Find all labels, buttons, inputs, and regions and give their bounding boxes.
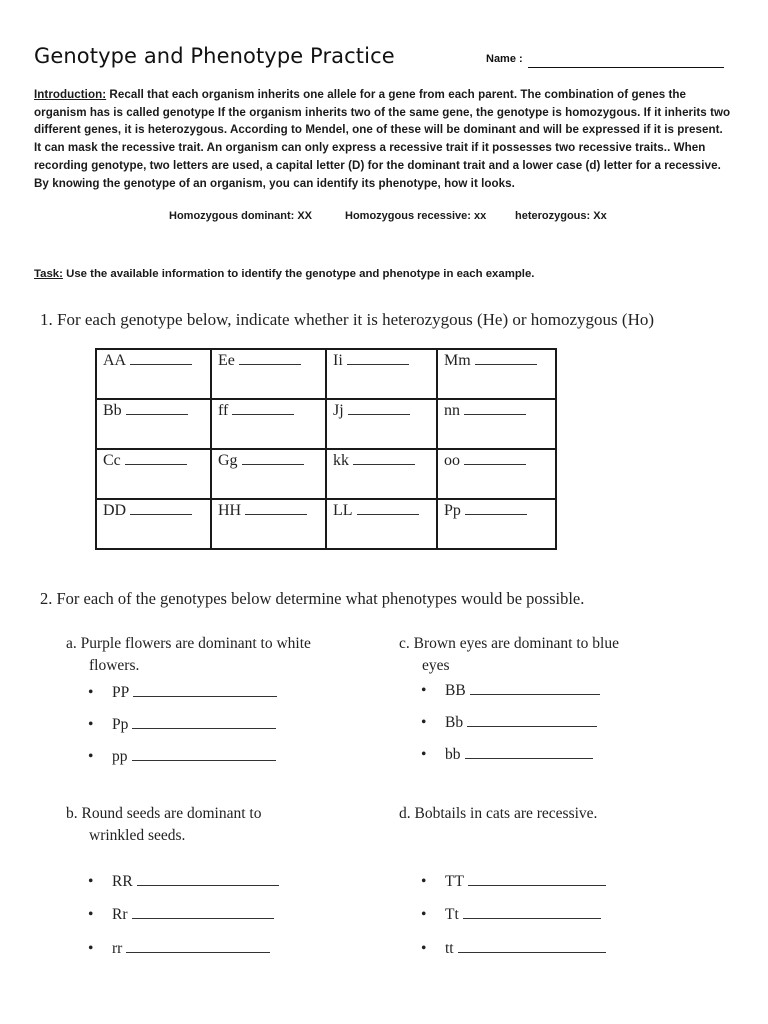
list-item [88,716,276,734]
list-item [421,906,601,924]
genotype-label: DD [103,502,127,519]
table-cell[interactable] [326,399,437,449]
answer-blank[interactable] [132,918,274,919]
genotype-label: Ee [218,352,235,369]
answer-blank[interactable] [137,885,279,886]
bullet-icon: • [421,714,427,731]
genotype-label: rr [112,940,123,957]
table-cell[interactable] [437,399,556,449]
genotype-label: pp [112,748,128,765]
answer-blank[interactable] [132,760,276,761]
genotype-label: TT [445,873,464,890]
bullet-icon: • [88,940,94,957]
part-b-prompt [66,803,261,847]
list-item [88,940,270,958]
table-row [96,449,556,499]
genotype-label: Ii [333,352,343,369]
table-cell[interactable] [211,449,326,499]
intro-line-4: It can mask the recessive trait. An organism can only express a recessive trait if it possesses two recessive traits.. When [34,141,706,155]
answer-blank[interactable] [467,726,597,727]
answer-blank[interactable] [475,364,537,365]
table-row [96,399,556,449]
genotype-label: kk [333,452,349,469]
table-cell[interactable] [326,449,437,499]
answer-blank[interactable] [242,464,304,465]
answer-blank[interactable] [133,696,277,697]
genotype-label: Bb [445,714,464,731]
answer-blank[interactable] [353,464,415,465]
answer-blank[interactable] [239,364,301,365]
homozygous-dominant-key: Homozygous dominant: XX [169,210,312,222]
answer-blank[interactable] [458,952,606,953]
answer-blank[interactable] [245,514,307,515]
genotype-label: BB [445,682,466,699]
genotype-table [95,348,557,550]
genotype-label: Mm [443,352,471,369]
answer-blank[interactable] [126,952,270,953]
genotype-label: tt [445,940,454,957]
genotype-label: LL [333,502,353,519]
table-cell[interactable] [96,349,211,399]
task-label: Task: [34,268,63,280]
bullet-icon: • [421,906,427,923]
part-a-line-2: flowers. [89,657,140,674]
list-item [421,873,606,891]
genotype-label: bb [445,746,461,763]
list-item [421,746,593,764]
part-d-prompt [399,803,597,825]
table-cell[interactable] [437,449,556,499]
genotype-label: RR [112,873,133,890]
answer-blank[interactable] [232,414,294,415]
table-cell[interactable] [437,499,556,549]
question-1: 1. For each genotype below, indicate whether it is heterozygous (He) or homozygous (Ho) [40,310,655,329]
answer-blank[interactable] [125,464,187,465]
task-instruction [34,268,534,280]
answer-blank[interactable] [464,414,526,415]
answer-blank[interactable] [468,885,606,886]
answer-blank[interactable] [126,414,188,415]
bullet-icon: • [421,940,427,957]
genotype-label: AA [103,352,127,369]
answer-blank[interactable] [357,514,419,515]
intro-text-1: Recall that each organism inherits one allele for a gene from each parent. The combination of genes the [109,88,687,101]
intro-label: Introduction: [34,88,107,101]
table-cell[interactable] [437,349,556,399]
genotype-label: Cc [103,452,121,469]
list-item [88,684,277,702]
bullet-icon: • [88,716,94,733]
genotype-label: Gg [218,452,238,469]
answer-blank[interactable] [347,364,409,365]
list-item [88,906,274,924]
bullet-icon: • [88,873,94,890]
name-field[interactable] [528,67,724,68]
intro-line-2: organism has is called genotype If the organism inherits two of the same gene, the genotype is homozygous. If it inherits two [34,105,731,119]
list-item [421,682,600,700]
heterozygous-key: heterozygous: Xx [515,210,607,222]
answer-blank[interactable] [132,728,276,729]
genotype-label: Jj [333,402,344,419]
table-cell[interactable] [96,449,211,499]
part-a-prompt [66,633,311,677]
answer-blank[interactable] [465,514,527,515]
genotype-label: Pp [112,716,129,733]
bullet-icon: • [88,906,94,923]
intro-line-3: different genes, it is heterozygous. According to Mendel, one of these will be dominant and will be expressed if it is present. [34,123,723,137]
genotype-label: HH [218,502,242,519]
question-2: 2. For each of the genotypes below determine what phenotypes would be possible. [40,589,585,608]
part-c-line-1: c. Brown eyes are dominant to blue [399,635,619,652]
bullet-icon: • [88,684,94,701]
bullet-icon: • [421,682,427,699]
intro-line-6: By knowing the genotype of an organism, you can identify its phenotype, how it looks. [34,176,515,190]
list-item [421,714,597,732]
genotype-label: Pp [443,502,461,519]
answer-blank[interactable] [464,464,526,465]
answer-blank[interactable] [470,694,600,695]
name-label: Name : [486,53,523,65]
part-c-prompt [399,633,619,677]
homozygous-recessive-key: Homozygous recessive: xx [345,210,487,222]
table-cell[interactable] [211,399,326,449]
genotype-label: oo [443,452,460,469]
table-cell[interactable] [96,399,211,449]
part-a-line-1: a. Purple flowers are dominant to white [66,635,311,652]
genotype-label: Bb [103,402,122,419]
answer-blank[interactable] [465,758,593,759]
intro-line-5: recording genotype, two letters are used, a capital letter (D) for the dominant trait and a lower case (d) letter for a recessive. [34,158,721,172]
answer-blank[interactable] [463,918,601,919]
genotype-label: Rr [112,906,128,923]
part-b-line-1: b. Round seeds are dominant to [66,805,262,822]
genotype-label: PP [112,684,130,701]
table-cell[interactable] [326,349,437,399]
list-item [88,873,279,891]
table-row [96,349,556,399]
list-item [88,748,276,766]
introduction [34,86,734,192]
list-item [421,940,606,958]
part-d-line-1: d. Bobtails in cats are recessive. [399,805,598,822]
bullet-icon: • [421,746,427,763]
intro-line-1 [34,86,734,104]
table-cell[interactable] [211,499,326,549]
genotype-label: ff [218,402,229,419]
page-title: Genotype and Phenotype Practice [34,44,395,68]
table-cell[interactable] [211,349,326,399]
bullet-icon: • [88,748,94,765]
bullet-icon: • [421,873,427,890]
answer-blank[interactable] [130,514,192,515]
genotype-label: nn [443,402,460,419]
task-text: Use the available information to identify the genotype and phenotype in each example. [66,268,535,280]
genotype-label: Tt [445,906,459,923]
table-cell[interactable] [96,499,211,549]
part-b-line-2: wrinkled seeds. [89,827,186,844]
table-row [96,499,556,549]
table-cell[interactable] [326,499,437,549]
part-c-line-2: eyes [422,657,450,674]
answer-blank[interactable] [348,414,410,415]
answer-blank[interactable] [130,364,192,365]
